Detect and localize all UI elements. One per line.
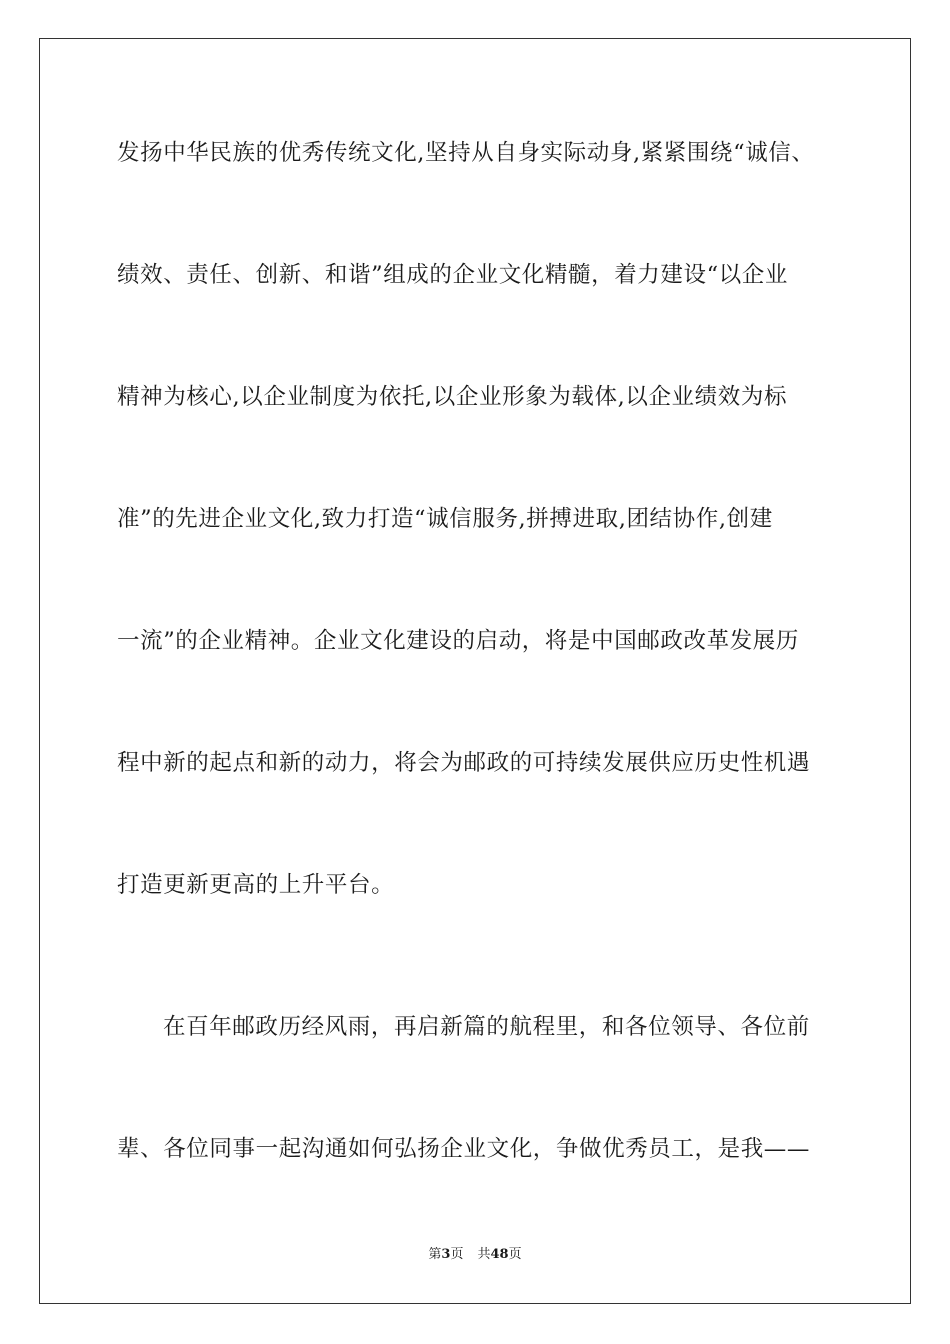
body-text-line: 程中新的起点和新的动力，将会为邮政的可持续发展供应历史性机遇 (117, 750, 811, 776)
body-text-line: 绩效、责任、创新、和谐”组成的企业文化精髓，着力建设“以企业 (117, 262, 789, 288)
total-pages: 48 (490, 1247, 509, 1262)
body-text-line: 发扬中华民族的优秀传统文化,坚持从自身实际动身,紧紧围绕“诚信、 (117, 140, 815, 166)
body-text-line: 一流”的企业精神。企业文化建设的启动，将是中国邮政改革发展历 (117, 628, 800, 654)
paragraph-start-line: 在百年邮政历经风雨，再启新篇的航程里，和各位领导、各位前 (163, 1014, 810, 1040)
page-suffix: 页 (450, 1247, 464, 1262)
body-text-line: 辈、各位同事一起沟通如何弘扬企业文化，争做优秀员工，是我—— (117, 1136, 811, 1162)
body-text-line: 精神为核心,以企业制度为依托,以企业形象为载体,以企业绩效为标 (117, 384, 788, 410)
body-text-line: 准”的先进企业文化,致力打造“诚信服务,拼搏进取,团结协作,创建 (117, 506, 773, 532)
page-footer (0, 1246, 950, 1264)
page-prefix: 第 (428, 1247, 442, 1262)
page-border (39, 38, 911, 1304)
page-number: 3 (441, 1247, 451, 1262)
total-prefix: 共 (477, 1247, 491, 1262)
total-suffix: 页 (508, 1247, 522, 1262)
body-text-line: 打造更新更高的上升平台。 (117, 872, 395, 898)
